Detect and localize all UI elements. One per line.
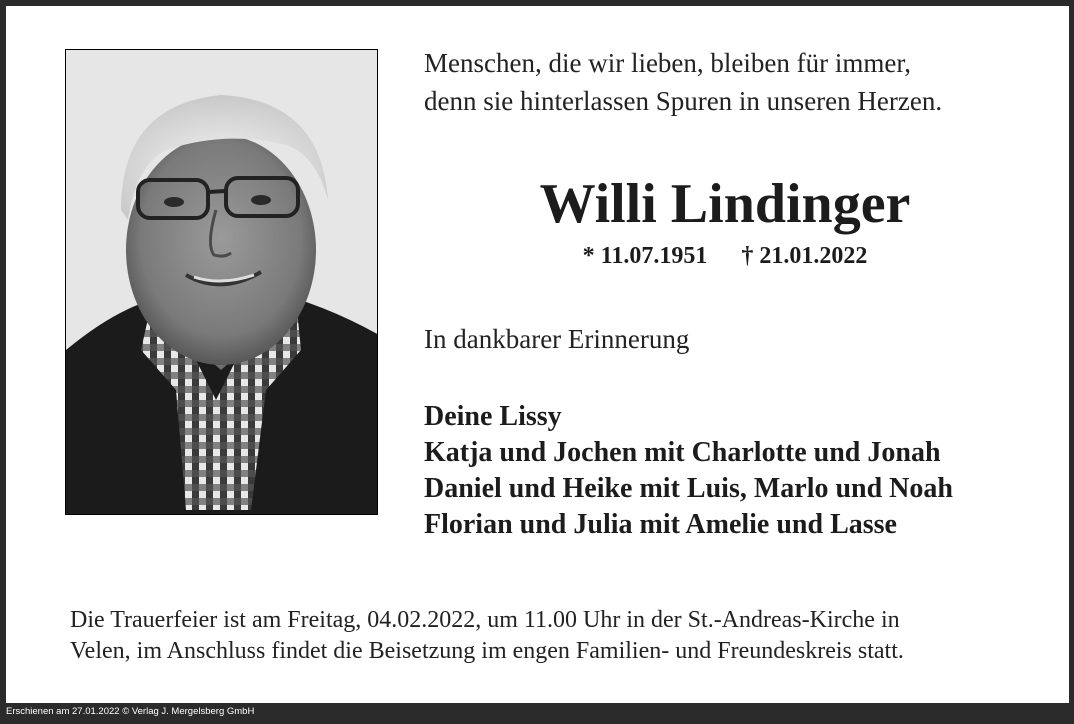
portrait-image — [66, 50, 378, 515]
family-line: Deine Lissy — [424, 401, 562, 432]
family-list — [424, 399, 953, 543]
service-line-1: Die Trauerfeier ist am Freitag, 04.02.2022, um 11.00 Uhr in der St.-Andreas-Kirche in — [70, 607, 900, 633]
deceased-name: Willi Lindinger — [539, 173, 911, 235]
death-date: † 21.01.2022 — [741, 243, 868, 269]
remembrance-text: In dankbarer Erinnerung — [424, 324, 690, 354]
birth-date: * 11.07.1951 — [582, 243, 708, 269]
service-line-2: Velen, im Anschluss findet die Beisetzung im engen Familien- und Freundeskreis statt. — [70, 638, 904, 664]
portrait-photo — [65, 49, 378, 515]
family-line: Florian und Julia mit Amelie und Lasse — [424, 509, 897, 540]
quote-line-1: Menschen, die wir lieben, bleiben für immer, — [424, 48, 912, 78]
family-line: Daniel und Heike mit Luis, Marlo und Noah — [424, 473, 953, 504]
obituary-card — [6, 6, 1069, 703]
quote-line-2: denn sie hinterlassen Spuren in unseren Herzen. — [424, 86, 943, 116]
funeral-service-info — [70, 605, 1030, 667]
life-dates — [376, 239, 1074, 273]
family-line: Katja und Jochen mit Charlotte und Jonah — [424, 437, 941, 468]
publication-footer: Erschienen am 27.01.2022 © Verlag J. Mergelsberg GmbH — [6, 706, 255, 717]
quote — [424, 44, 942, 120]
